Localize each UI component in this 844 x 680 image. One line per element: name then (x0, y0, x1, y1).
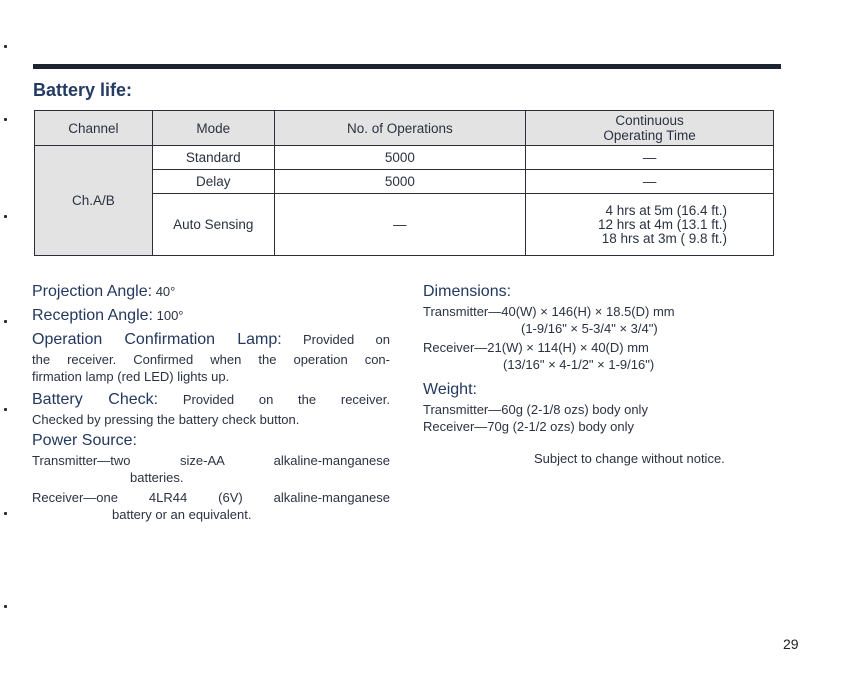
power-line: Transmitter—two size-AA alkaline-manganese (32, 453, 390, 468)
time-line: 4 hrs at 5m (16.4 ft.) (605, 202, 727, 218)
projection-angle (32, 281, 390, 303)
time-cell: — (526, 170, 774, 194)
margin-mark (4, 512, 7, 515)
dimensions-line: (13/16" × 4-1/2" × 1-9/16") (503, 357, 655, 372)
margin-mark (4, 45, 7, 48)
mode-cell: Standard (152, 146, 274, 170)
battery-life-table (34, 110, 774, 256)
weight-label: Weight: (423, 381, 477, 398)
table-row (35, 146, 774, 170)
margin-mark (4, 215, 7, 218)
dimensions-line: (1-9/16" × 5-3/4" × 3/4") (521, 321, 658, 336)
battery-check-label: Battery Check: (32, 391, 159, 408)
battery-check (32, 389, 390, 411)
right-column (423, 281, 783, 435)
battery-check-text: Provided on the receiver. (182, 392, 390, 407)
reception-label: Reception Angle: (32, 307, 153, 324)
battery-check-line: Checked by pressing the battery check button. (32, 412, 300, 427)
time-cell (526, 194, 774, 256)
power-line: Receiver—one 4LR44 (6V) alkaline-manganese (32, 490, 390, 505)
mode-cell: Delay (152, 170, 274, 194)
mode-cell: Auto Sensing (152, 194, 274, 256)
dimensions-line: Receiver—21(W) × 114(H) × 40(D) mm (423, 340, 649, 355)
time-cell: — (526, 146, 774, 170)
weight-line: Transmitter—60g (2-1/8 ozs) body only (423, 402, 648, 417)
header-operating: Operating Time (603, 128, 696, 143)
left-column (32, 281, 390, 523)
time-line: 18 hrs at 3m ( 9.8 ft.) (601, 230, 727, 246)
channel-cell: Ch.A/B (35, 146, 153, 256)
table-header-row (35, 111, 774, 146)
weight-line: Receiver—70g (2-1/2 ozs) body only (423, 419, 634, 434)
ops-cell: — (274, 194, 526, 256)
confirmation-text: Provided on (302, 332, 390, 347)
margin-mark (4, 320, 7, 323)
power-line: battery or an equivalent. (112, 507, 252, 522)
header-operations: No. of Operations (274, 111, 526, 146)
confirmation-label: Operation Confirmation Lamp: (32, 331, 282, 348)
reception-angle (32, 305, 390, 327)
header-continuous: Continuous (615, 113, 684, 128)
confirmation-lamp (32, 329, 390, 351)
confirmation-line: the receiver. Confirmed when the operation con- (32, 352, 390, 367)
reception-value: 100° (156, 308, 184, 323)
ops-cell: 5000 (274, 146, 526, 170)
ops-cell: 5000 (274, 170, 526, 194)
page-number: 29 (783, 636, 799, 652)
power-line: batteries. (130, 470, 184, 485)
dimensions-line: Transmitter—40(W) × 146(H) × 18.5(D) mm (423, 304, 675, 319)
header-rule (33, 64, 781, 69)
power-source-label: Power Source: (32, 432, 137, 449)
section-title: Battery life: (33, 80, 133, 100)
projection-value: 40° (155, 284, 176, 299)
projection-label: Projection Angle: (32, 283, 153, 300)
margin-mark (4, 605, 7, 608)
header-channel: Channel (35, 111, 153, 146)
time-line: 12 hrs at 4m (13.1 ft.) (597, 216, 727, 232)
dimensions-label: Dimensions: (423, 283, 512, 300)
margin-mark (4, 118, 7, 121)
margin-mark (4, 408, 7, 411)
header-mode: Mode (152, 111, 274, 146)
change-notice: Subject to change without notice. (534, 451, 725, 466)
confirmation-line: firmation lamp (red LED) lights up. (32, 369, 230, 384)
header-operating-time (526, 111, 774, 146)
